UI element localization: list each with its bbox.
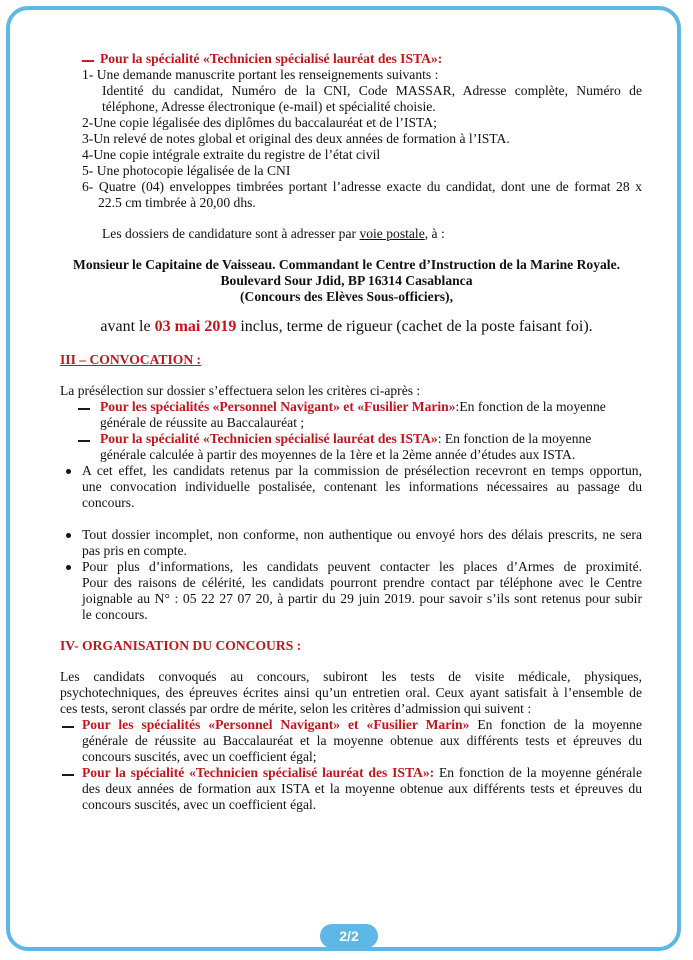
criterion-1: Pour les spécialités «Personnel Navigant» et «Fusilier Marin»:En fonction de la moyenne xyxy=(100,399,606,414)
dossiers-line: Les dossiers de candidature sont à adresser par voie postale, à : xyxy=(102,226,445,241)
paragraph-line: Pour des raisons de célérité, les candidats pourront prendre contact par téléphone avec le Centre xyxy=(82,575,642,590)
list-item: 5- Une photocopie légalisée de la CNI xyxy=(82,163,291,178)
paragraph-line: A cet effet, les candidats retenus par la commission de présélection recevront en temps opportun, xyxy=(82,463,642,478)
list-item: 6- Quatre (04) enveloppes timbrées portant l’adresse exacte du candidat, dont une de format 28 x xyxy=(82,179,642,194)
paragraph-line: concours. xyxy=(82,495,135,510)
paragraph-line: ces tests, seront classés par ordre de mérite, selon les critères d’admission qui suivent : xyxy=(60,701,532,716)
criterion-4: Pour la spécialité «Technicien spécialisé lauréat des ISTA»: En fonction de la moyenne générale xyxy=(82,765,642,780)
list-item: 1- Une demande manuscrite portant les renseignements suivants : xyxy=(82,67,439,82)
paragraph-line: le concours. xyxy=(82,607,148,622)
list-item: Identité du candidat, Numéro de la CNI, Code MASSAR, Adresse complète, Numéro de xyxy=(102,83,642,98)
list-item: 22.5 cm timbrée à 20,00 dhs. xyxy=(98,195,256,210)
address-line-3: (Concours des Elèves Sous-officiers), xyxy=(240,289,453,304)
page-number-badge: 2/2 xyxy=(320,924,378,948)
criterion-2: Pour la spécialité «Technicien spécialisé lauréat des ISTA»: En fonction de la moyenne xyxy=(100,431,592,446)
paragraph-line: concours suscités, avec un coefficient égal. xyxy=(82,797,317,812)
dash-icon xyxy=(62,726,74,728)
bullet-icon xyxy=(66,469,71,474)
red-dash-icon xyxy=(82,60,94,62)
criterion-1-cont: générale de réussite au Baccalauréat ; xyxy=(100,415,305,430)
criterion-2-cont: générale calculée à partir des moyennes de la 1ère et la 2ème année d’études aux ISTA. xyxy=(100,447,576,462)
ista-title: Pour la spécialité «Technicien spécialisé lauréat des ISTA»: xyxy=(100,51,443,66)
convocation-intro: La présélection sur dossier s’effectuera selon les critères ci-après : xyxy=(60,383,421,398)
voie-postale-text: voie postale xyxy=(359,226,425,241)
deadline-line: avant le 03 mai 2019 inclus, terme de rigueur (cachet de la poste faisant foi). xyxy=(100,318,593,335)
paragraph-line: Les candidats convoqués au concours, subiront les tests de visite médicale, physiques, xyxy=(60,669,642,684)
address-line-1: Monsieur le Capitaine de Vaisseau. Commandant le Centre d’Instruction de la Marine Royale. xyxy=(72,257,621,272)
paragraph-line: des deux années de formation aux ISTA et la moyenne obtenue aux différents tests et épreuves du xyxy=(82,781,642,796)
list-item: 3-Un relevé de notes global et original des deux années de formation à l’ISTA. xyxy=(82,131,510,146)
dash-icon xyxy=(62,774,74,776)
paragraph-line: pas pris en compte. xyxy=(82,543,187,558)
paragraph-line: Pour plus d’informations, les candidats peuvent contacter les places d’Armes de proximité. xyxy=(82,559,642,574)
paragraph-line: psychotechniques, des épreuves écrites ainsi qu’un entretien oral. Ceux ayant satisfait à l’ensemble de xyxy=(60,685,642,700)
paragraph-line: une convocation individuelle postalisée, contenant les informations nécessaires au passage du xyxy=(82,479,642,494)
criterion-3: Pour les spécialités «Personnel Navigant» et «Fusilier Marin» En fonction de la moyenne xyxy=(82,717,642,732)
list-item: 2-Une copie légalisée des diplômes du baccalauréat et de l’ISTA; xyxy=(82,115,437,130)
dash-icon xyxy=(78,440,90,442)
organisation-heading: IV- ORGANISATION DU CONCOURS : xyxy=(60,638,302,653)
list-item: téléphone, Adresse électronique (e-mail) et spécialité choisie. xyxy=(102,99,436,114)
list-item: 4-Une copie intégrale extraite du registre de l’état civil xyxy=(82,147,381,162)
paragraph-line: Tout dossier incomplet, non conforme, non authentique ou envoyé hors des délais prescrits, ne sera xyxy=(82,527,642,542)
bullet-icon xyxy=(66,565,71,570)
address-line-2: Boulevard Sour Jdid, BP 16314 Casablanca xyxy=(220,273,473,288)
deadline-date: 03 mai 2019 xyxy=(154,318,237,335)
paragraph-line: joignable au N° : 05 22 27 07 20, à partir du 29 juin 2019. pour savoir s’ils sont retenus pour subir xyxy=(82,591,642,606)
paragraph-line: concours suscités, avec un coefficient égal; xyxy=(82,749,317,764)
convocation-heading: III – CONVOCATION : xyxy=(60,352,202,367)
bullet-icon xyxy=(66,533,71,538)
paragraph-line: générale de réussite au Baccalauréat et la moyenne obtenue aux différents tests et épreuves du xyxy=(82,733,642,748)
dash-icon xyxy=(78,408,90,410)
